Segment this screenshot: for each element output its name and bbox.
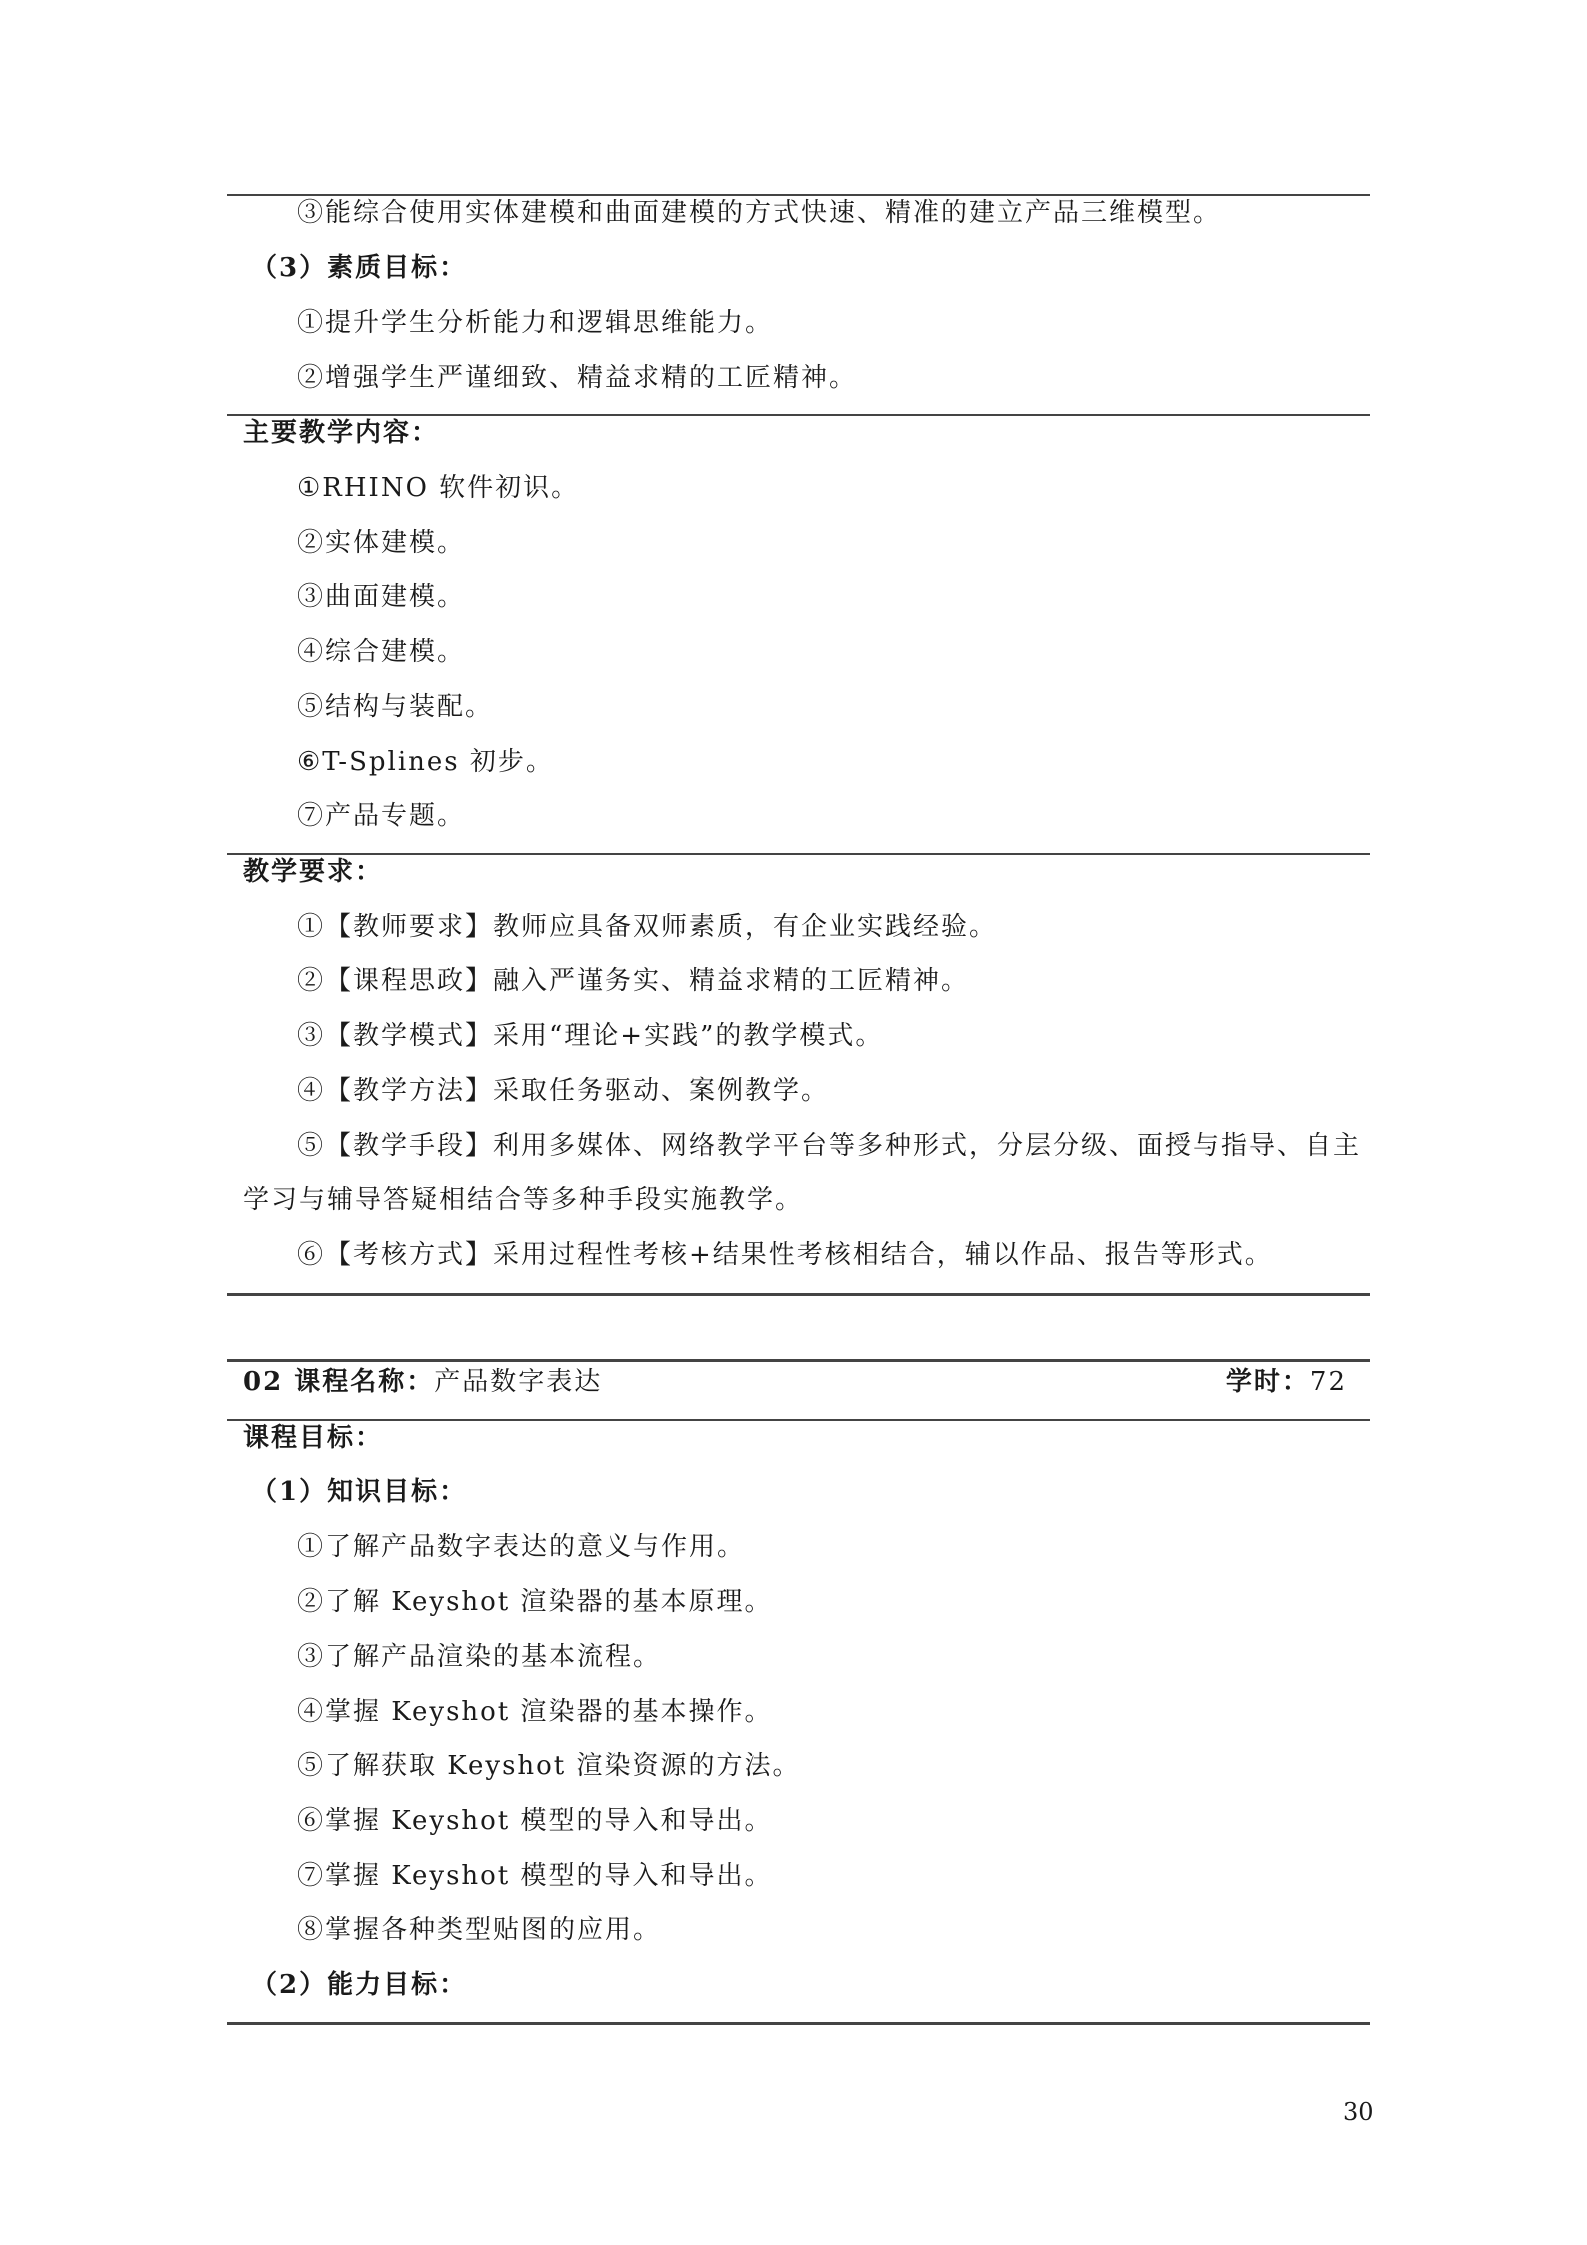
quality-goal-1: ①提升学生分析能力和逻辑思维能力。 xyxy=(297,308,774,338)
skill-goal-3: ③能综合使用实体建模和曲面建模的方式快速、精准的建立产品三维模型。 xyxy=(297,198,1222,228)
knowledge-goal-3: ③了解产品渲染的基本流程。 xyxy=(297,1642,662,1672)
content-item-1: ①RHINO 软件初识。 xyxy=(297,473,580,503)
requirement-1: ①【教师要求】教师应具备双师素质，有企业实践经验。 xyxy=(297,912,998,942)
page-number: 30 xyxy=(1343,2098,1374,2126)
course-goals-label: 课程目标： xyxy=(243,1423,384,1453)
knowledge-goal-2: ②了解 Keyshot 渲染器的基本原理。 xyxy=(297,1587,773,1617)
requirement-2: ②【课程思政】融入严谨务实、精益求精的工匠精神。 xyxy=(297,966,970,996)
course-name-value: 产品数字表达 xyxy=(434,1367,603,1397)
content-item-4: ④综合建模。 xyxy=(297,637,466,667)
knowledge-goal-5: ⑤了解获取 Keyshot 渲染资源的方法。 xyxy=(297,1751,801,1781)
requirements-label: 教学要求： xyxy=(243,857,384,887)
table-top-rule xyxy=(227,1359,1370,1362)
requirement-6: ⑥【考核方式】采用过程性考核+结果性考核相结合，辅以作品、报告等形式。 xyxy=(297,1240,1273,1270)
content-label: 主要教学内容： xyxy=(243,418,440,448)
table-rule xyxy=(227,194,1370,196)
course-title-row xyxy=(243,1366,1347,1398)
requirement-5-continued: 学习与辅导答疑相结合等多种手段实施教学。 xyxy=(243,1185,804,1215)
content-item-3: ③曲面建模。 xyxy=(297,582,466,612)
knowledge-goals-label: （1）知识目标： xyxy=(251,1477,468,1507)
ability-goals-label: （2）能力目标： xyxy=(251,1970,468,2000)
table-rule xyxy=(227,414,1370,416)
quality-goal-2: ②增强学生严谨细致、精益求精的工匠精神。 xyxy=(297,363,858,393)
knowledge-goal-6: ⑥掌握 Keyshot 模型的导入和导出。 xyxy=(297,1806,773,1836)
course-hours xyxy=(1226,1366,1347,1398)
knowledge-goal-4: ④掌握 Keyshot 渲染器的基本操作。 xyxy=(297,1697,773,1727)
course-name-label: 02 课程名称： xyxy=(243,1367,435,1397)
table-bottom-rule xyxy=(227,1293,1370,1296)
course-hours-label: 学时： xyxy=(1225,1367,1310,1397)
requirement-3: ③【教学模式】采用“理论+实践”的教学模式。 xyxy=(297,1021,884,1051)
knowledge-goal-8: ⑧掌握各种类型贴图的应用。 xyxy=(297,1915,662,1945)
table-rule xyxy=(227,1419,1370,1421)
content-item-7: ⑦产品专题。 xyxy=(297,801,466,831)
table-bottom-rule xyxy=(227,2022,1370,2025)
course-name xyxy=(243,1366,602,1398)
knowledge-goal-1: ①了解产品数字表达的意义与作用。 xyxy=(297,1532,746,1562)
requirement-4: ④【教学方法】采取任务驱动、案例教学。 xyxy=(297,1076,830,1106)
knowledge-goal-7: ⑦掌握 Keyshot 模型的导入和导出。 xyxy=(297,1861,773,1891)
course-hours-value: 72 xyxy=(1309,1367,1347,1397)
table-rule xyxy=(227,853,1370,855)
content-item-5: ⑤结构与装配。 xyxy=(297,692,494,722)
requirement-5: ⑤【教学手段】利用多媒体、网络教学平台等多种形式，分层分级、面授与指导、自主 xyxy=(297,1131,1362,1161)
content-item-2: ②实体建模。 xyxy=(297,528,466,558)
quality-goals-label: （3）素质目标： xyxy=(251,253,468,283)
content-item-6: ⑥T-Splines 初步。 xyxy=(297,747,554,777)
